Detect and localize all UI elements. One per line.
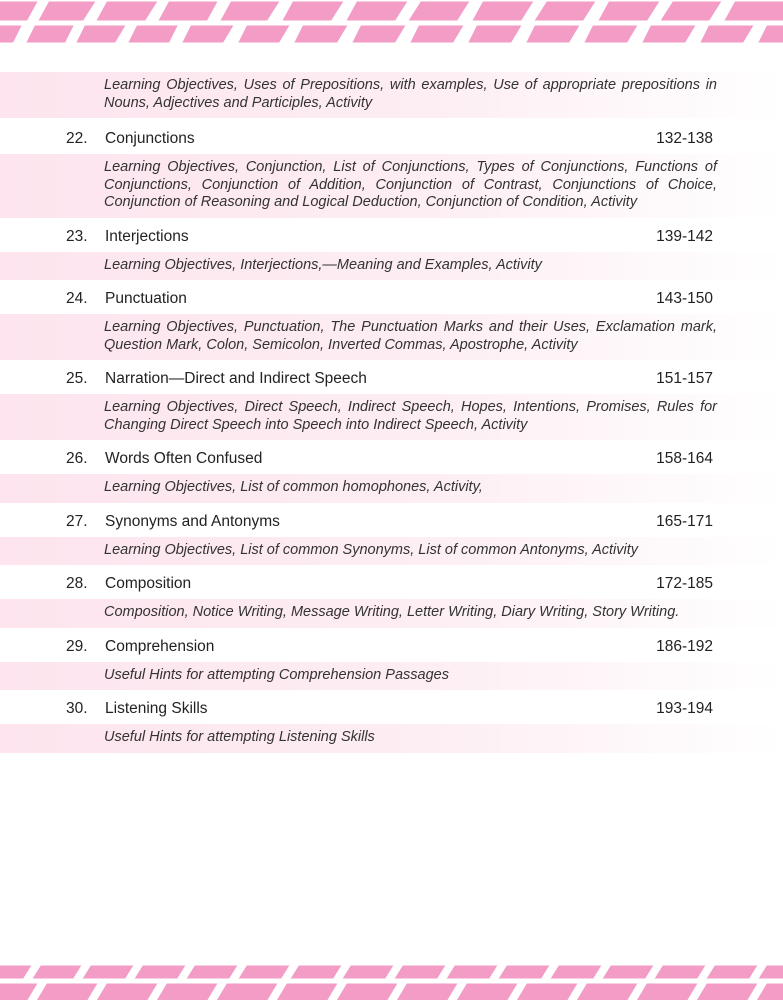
toc-entry	[0, 228, 783, 281]
toc-entry	[0, 700, 783, 753]
entry-number: 22.	[66, 130, 88, 147]
entry-description: Learning Objectives, Conjunction, List of Conjunctions, Types of Conjunctions, Functions of Conjunctions, Conjunction of Addition, Conjunction of Contrast, Conjunctions of Choice, Conjunction of Reasoning and Logical Deduction, Conjunction of Condition, Activity	[104, 159, 717, 210]
entry-pages: 139-142	[656, 227, 713, 245]
toc-entry	[0, 638, 783, 691]
entry-pages: 165-171	[656, 512, 713, 530]
entry-title: Composition	[105, 575, 192, 592]
entry-title: Interjections	[105, 227, 189, 245]
entry-heading	[0, 228, 783, 252]
entry-pages: 132-138	[656, 130, 713, 147]
entry-heading	[0, 130, 783, 154]
entry-number: 23.	[66, 227, 88, 245]
entry-description: Learning Objectives, Punctuation, The Punctuation Marks and their Uses, Exclamation mark, Question Mark, Colon, Semicolon, Inverted Commas, Apostrophe, Activity	[104, 319, 717, 353]
description-band	[0, 537, 783, 566]
bottom-decorative-border	[0, 960, 783, 1000]
entry-description: Useful Hints for attempting Comprehension Passages	[104, 666, 449, 683]
toc-entry	[0, 575, 783, 628]
entry-number: 27.	[66, 512, 88, 530]
entry-pages: 143-150	[656, 290, 713, 307]
entry-title: Listening Skills	[105, 700, 208, 717]
entry-title: Synonyms and Antonyms	[105, 512, 280, 530]
description-band	[0, 394, 783, 440]
entry-pages: 172-185	[656, 575, 713, 592]
top-decorative-border	[0, 0, 783, 48]
entry-number: 28.	[66, 575, 88, 592]
toc-entry	[0, 513, 783, 566]
entry-number: 25.	[66, 370, 88, 387]
entry-description: Useful Hints for attempting Listening Skills	[104, 729, 375, 745]
entry-number: 29.	[66, 637, 88, 655]
toc-entry	[0, 370, 783, 440]
entry-heading	[0, 700, 783, 724]
description-band	[0, 154, 783, 218]
entry-pages: 151-157	[656, 370, 713, 387]
entry-heading	[0, 575, 783, 599]
description-band	[0, 599, 783, 628]
entry-pages: 186-192	[656, 637, 713, 655]
entry-description: Composition, Notice Writing, Message Writing, Letter Writing, Diary Writing, Story Writing.	[104, 604, 680, 620]
description-band	[0, 474, 783, 503]
description-band	[0, 72, 783, 118]
entry-title: Words Often Confused	[105, 450, 263, 467]
toc-entry	[0, 450, 783, 503]
entry-description: Learning Objectives, List of common Synonyms, List of common Antonyms, Activity	[104, 541, 639, 558]
entry-description: Learning Objectives, Direct Speech, Indirect Speech, Hopes, Intentions, Promises, Rules for Changing Direct Speech into Speech into Indirect Speech, Activity	[104, 399, 717, 433]
entry-pages: 193-194	[656, 700, 713, 717]
description-band	[0, 724, 783, 753]
entry-heading	[0, 450, 783, 474]
toc-intro-entry	[0, 72, 783, 118]
entry-description: Learning Objectives, Interjections,—Meaning and Examples, Activity	[104, 256, 542, 273]
entry-pages: 158-164	[656, 450, 713, 467]
entry-heading	[0, 638, 783, 662]
entry-title: Conjunctions	[105, 130, 195, 147]
entry-number: 26.	[66, 450, 88, 467]
entry-heading	[0, 513, 783, 537]
entry-description: Learning Objectives, List of common homophones, Activity,	[104, 479, 483, 495]
entry-number: 24.	[66, 290, 88, 307]
toc-entry	[0, 130, 783, 218]
description-band	[0, 252, 783, 281]
entry-number: 30.	[66, 700, 88, 717]
description-band	[0, 662, 783, 691]
entry-title: Punctuation	[105, 290, 187, 307]
entry-heading	[0, 370, 783, 394]
table-of-contents	[0, 72, 783, 753]
description-band	[0, 314, 783, 360]
entry-title: Narration—Direct and Indirect Speech	[105, 370, 367, 387]
entry-heading	[0, 290, 783, 314]
toc-entry	[0, 290, 783, 360]
entry-title: Comprehension	[105, 637, 215, 655]
entry-description: Learning Objectives, Uses of Prepositions, with examples, Use of appropriate prepositions in Nouns, Adjectives and Participles, Activity	[104, 77, 717, 111]
